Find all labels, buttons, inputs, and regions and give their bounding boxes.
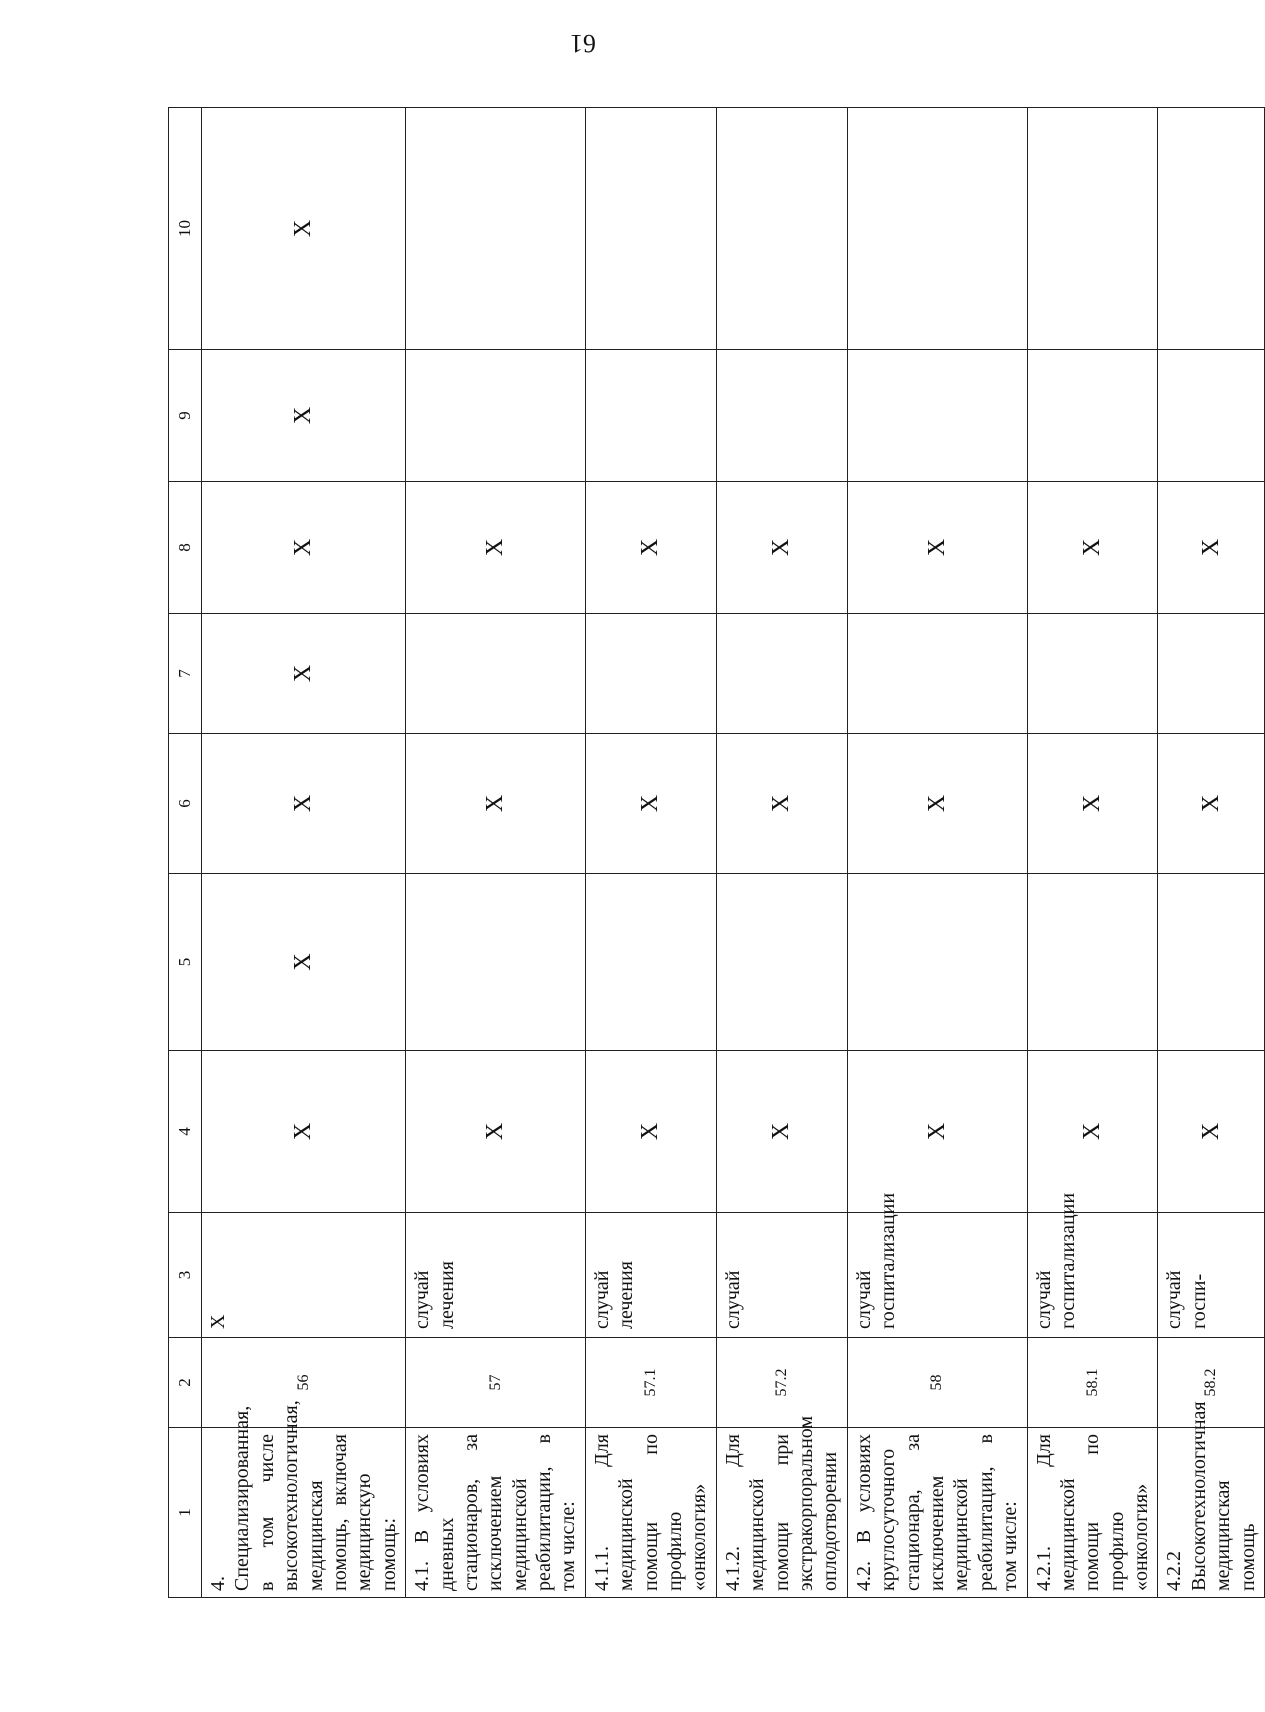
value-cell <box>1158 108 1265 350</box>
row-label: 4.2. В условиях круглосуточного стационара, за исключением медицинской реабилитации, в том числе: <box>847 1428 1027 1598</box>
value-cell: Х <box>406 1051 586 1213</box>
header-cell: 8 <box>169 482 202 614</box>
table-row <box>716 108 847 1598</box>
row-number: 58.2 <box>1158 1338 1265 1428</box>
header-cell: 1 <box>169 1428 202 1598</box>
value-cell: Х <box>1158 734 1265 874</box>
value-cell <box>406 350 586 482</box>
row-number: 57.2 <box>716 1338 847 1428</box>
value-cell <box>1027 614 1158 734</box>
value-cell: Х <box>716 1051 847 1213</box>
header-cell: 4 <box>169 1051 202 1213</box>
table-row <box>847 108 1027 1598</box>
table-row <box>202 108 406 1598</box>
value-cell <box>406 614 586 734</box>
value-cell: Х <box>847 1051 1027 1213</box>
header-cell: 7 <box>169 614 202 734</box>
value-cell <box>847 874 1027 1051</box>
value-cell <box>716 108 847 350</box>
value-cell: Х <box>202 614 406 734</box>
header-cell: 9 <box>169 350 202 482</box>
row-unit: случай <box>716 1213 847 1338</box>
value-cell <box>1158 874 1265 1051</box>
header-row <box>169 108 202 1598</box>
row-unit: случай лечения <box>406 1213 586 1338</box>
header-cell: 5 <box>169 874 202 1051</box>
row-unit: случай госпитализации <box>1027 1213 1158 1338</box>
table-row <box>585 108 716 1598</box>
value-cell: Х <box>202 108 406 350</box>
value-cell: Х <box>847 734 1027 874</box>
value-cell <box>585 350 716 482</box>
data-table <box>168 107 1265 1598</box>
value-cell: Х <box>847 482 1027 614</box>
header-cell: 2 <box>169 1338 202 1428</box>
row-label: 4.1.1. Для медицинской помощи по профилю «онкология» <box>585 1428 716 1598</box>
value-cell: Х <box>1027 1051 1158 1213</box>
value-cell: Х <box>716 482 847 614</box>
value-cell <box>716 614 847 734</box>
row-number: 57 <box>406 1338 586 1428</box>
header-cell: 3 <box>169 1213 202 1338</box>
row-label: 4.1.2. Для медицинской помощи при экстракорпоральном оплодотворении <box>716 1428 847 1598</box>
value-cell: Х <box>585 1051 716 1213</box>
value-cell: Х <box>1158 482 1265 614</box>
value-cell: Х <box>1027 734 1158 874</box>
value-cell: Х <box>202 874 406 1051</box>
row-unit: случай лечения <box>585 1213 716 1338</box>
row-number: 58.1 <box>1027 1338 1158 1428</box>
value-cell <box>1027 108 1158 350</box>
page-number: 61 <box>570 29 596 58</box>
row-number: 58 <box>847 1338 1027 1428</box>
table-row <box>1027 108 1158 1598</box>
row-number: 56 <box>202 1338 406 1428</box>
value-cell <box>585 874 716 1051</box>
value-cell <box>1158 614 1265 734</box>
value-cell <box>1027 874 1158 1051</box>
value-cell: Х <box>406 482 586 614</box>
value-cell: Х <box>202 482 406 614</box>
table-row <box>406 108 586 1598</box>
value-cell <box>716 874 847 1051</box>
row-label: 4. Специализированная, в том числе высокотехнологичная, медицинская помощь, включая медицинскую помощь: <box>202 1428 406 1598</box>
row-unit: случай госпи- <box>1158 1213 1265 1338</box>
value-cell <box>585 614 716 734</box>
row-label: 4.2.1. Для медицинской помощи по профилю «онкология» <box>1027 1428 1158 1598</box>
header-cell: 6 <box>169 734 202 874</box>
value-cell: Х <box>716 734 847 874</box>
table-container <box>168 108 1259 1598</box>
value-cell: Х <box>406 734 586 874</box>
value-cell <box>1158 350 1265 482</box>
value-cell <box>847 350 1027 482</box>
header-cell: 10 <box>169 108 202 350</box>
value-cell: Х <box>202 350 406 482</box>
value-cell: Х <box>1158 1051 1265 1213</box>
value-cell <box>1027 350 1158 482</box>
value-cell: Х <box>202 1051 406 1213</box>
table-row <box>1158 108 1265 1598</box>
value-cell <box>406 108 586 350</box>
value-cell <box>406 874 586 1051</box>
row-number: 57.1 <box>585 1338 716 1428</box>
value-cell: Х <box>202 734 406 874</box>
value-cell: Х <box>585 734 716 874</box>
row-label: 4.2.2 Высокотехнологичная медицинская помощь <box>1158 1428 1265 1598</box>
value-cell <box>847 108 1027 350</box>
value-cell: Х <box>1027 482 1158 614</box>
value-cell <box>716 350 847 482</box>
value-cell: Х <box>585 482 716 614</box>
row-unit: случай госпитализации <box>847 1213 1027 1338</box>
row-unit: Х <box>202 1213 406 1338</box>
value-cell <box>847 614 1027 734</box>
row-label: 4.1. В условиях дневных стационаров, за исключением медицинской реабилитации, в том числе: <box>406 1428 586 1598</box>
value-cell <box>585 108 716 350</box>
